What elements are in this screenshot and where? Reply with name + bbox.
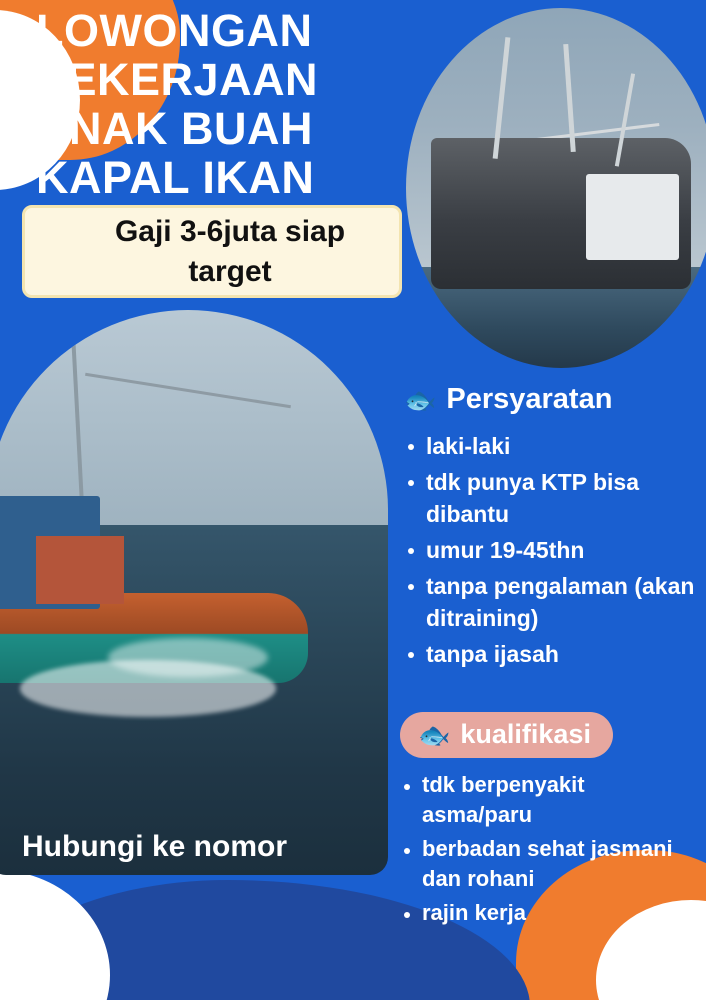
qualifications-section (400, 712, 700, 932)
headline-line-1: LOWONGAN (36, 5, 313, 56)
salary-banner-text: Gaji 3-6juta siap target (114, 214, 346, 288)
requirements-section (404, 383, 696, 674)
headline (36, 6, 426, 202)
fish-icon: 🐟 (418, 719, 451, 750)
headline-line-3: ANAK BUAH (36, 103, 313, 154)
list-item: tanpa pengalaman (akan ditraining) (404, 570, 696, 634)
fishing-boat-at-sea-photo (0, 310, 388, 875)
salary-banner (22, 205, 402, 298)
headline-line-2: PEKERJAAN (36, 54, 319, 105)
list-item: tdk punya KTP bisa dibantu (404, 466, 696, 530)
decorative-blob-white-bottom-left (0, 870, 110, 1000)
requirements-list (404, 430, 696, 670)
fish-icon: 🐟 (404, 384, 437, 415)
contact-text: Hubungi ke nomor (22, 830, 287, 863)
list-item: tdk berpenyakit asma/paru (400, 770, 700, 830)
list-item: berbadan sehat jasmani dan rohani (400, 834, 700, 894)
requirements-title-row (404, 383, 696, 416)
qualifications-list (400, 770, 700, 928)
headline-line-4: KAPAL IKAN (36, 152, 315, 203)
fishing-trawler-photo (406, 8, 706, 368)
requirements-title: Persyaratan (446, 383, 613, 415)
qualifications-title-pill (400, 712, 613, 758)
list-item: laki-laki (404, 430, 696, 462)
list-item: tanpa ijasah (404, 638, 696, 670)
list-item: rajin kerja (400, 898, 700, 928)
qualifications-title: kualifikasi (460, 719, 591, 749)
list-item: umur 19-45thn (404, 534, 696, 566)
